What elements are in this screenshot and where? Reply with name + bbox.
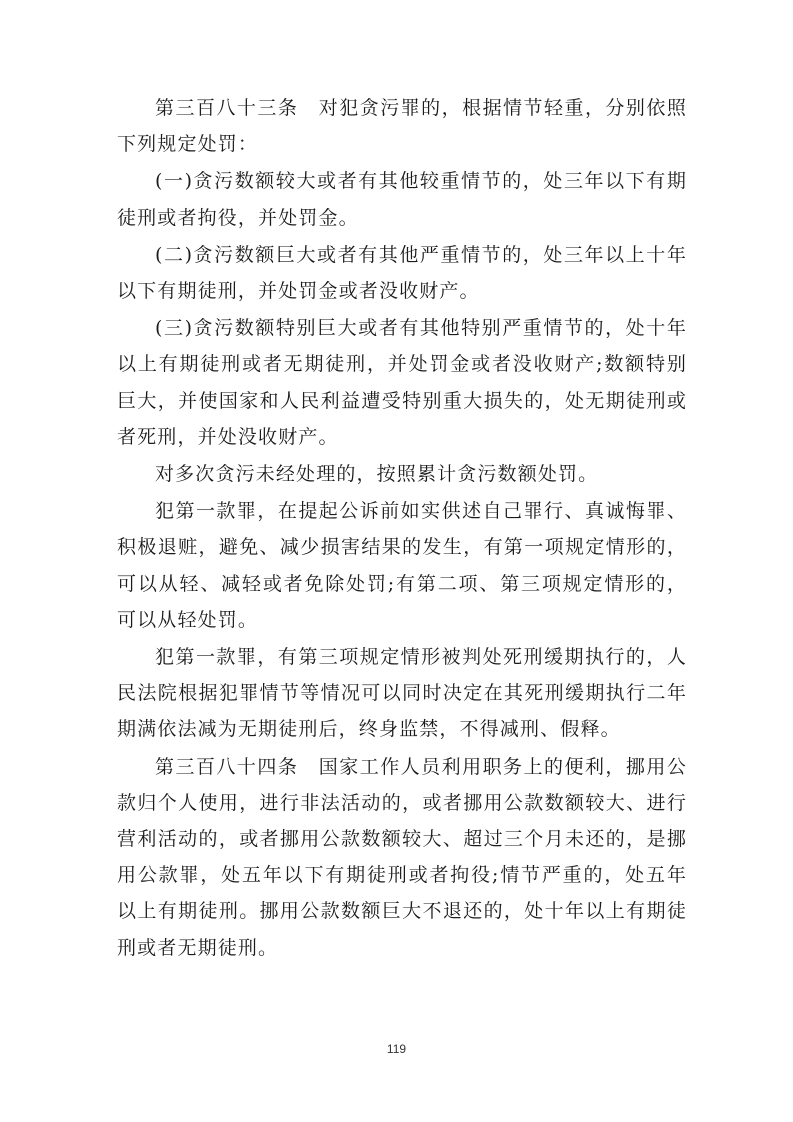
article-383-item-2-paragraph: (二)贪污数额巨大或者有其他严重情节的，处三年以上十年以下有期徒刑，并处罚金或者没收财产。 — [117, 243, 687, 303]
leniency-paragraph: 犯第一款罪，在提起公诉前如实供述自己罪行、真诚悔罪、积极退赃，避免、减少损害结果的发生，有第一项规定情形的，可以从轻、减轻或者免除处罚;有第二项、第三项规定情形的，可以从轻处罚。 — [117, 500, 687, 631]
document-body — [117, 90, 687, 967]
life-imprisonment-paragraph: 犯第一款罪，有第三项规定情形被判处死刑缓期执行的，人民法院根据犯罪情节等情况可以同时决定在其死刑缓期执行二年期满依法减为无期徒刑后，终身监禁，不得减刑、假释。 — [117, 646, 687, 741]
article-384-paragraph: 第三百八十四条 国家工作人员利用职务上的便利，挪用公款归个人使用，进行非法活动的，或者挪用公款数额较大、进行营利活动的，或者挪用公款数额较大、超过三个月未还的，是挪用公款罪，处五年以下有期徒刑或者拘役;情节严重的，处五年以上有期徒刑。挪用公款数额巨大不退还的，处十年以上有期徒刑或者无期徒刑。 — [117, 755, 687, 959]
article-383-item-1-paragraph: (一)贪污数额较大或者有其他较重情节的，处三年以下有期徒刑或者拘役，并处罚金。 — [117, 170, 687, 229]
article-383-item-3-paragraph: (三)贪污数额特别巨大或者有其他特别严重情节的，处十年以上有期徒刑或者无期徒刑，并处罚金或者没收财产;数额特别巨大，并使国家和人民利益遭受特别重大损失的，处无期徒刑或者死刑，并处没收财产。 — [117, 317, 687, 448]
article-383-heading-paragraph: 第三百八十三条 对犯贪污罪的，根据情节轻重，分别依照下列规定处罚： — [117, 97, 687, 156]
cumulative-amount-paragraph: 对多次贪污未经处理的，按照累计贪污数额处罚。 — [155, 463, 599, 486]
page-number: 119 — [386, 1042, 407, 1056]
